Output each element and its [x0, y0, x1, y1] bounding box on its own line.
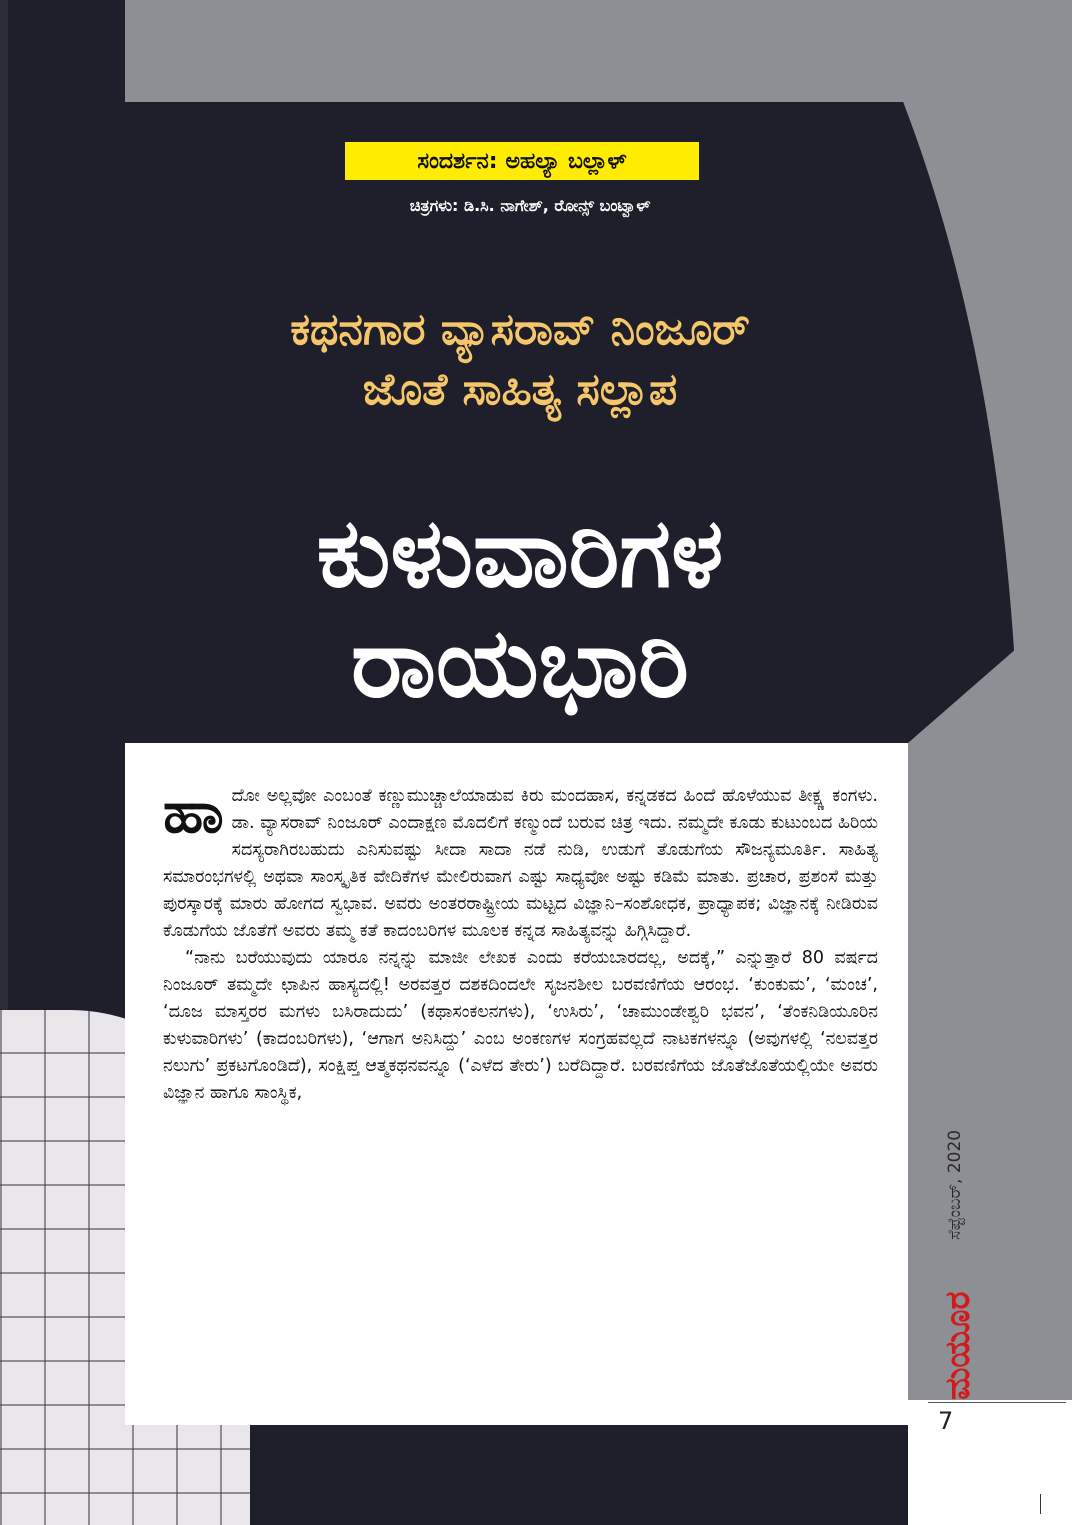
paragraph-1-text: ದೋ ಅಲ್ಲವೋ ಎಂಬಂತೆ ಕಣ್ಣುಮುಚ್ಚಾಲೆಯಾಡುವ ಕಿರು ಮಂದಹಾಸ, ಕನ್ನಡಕದ ಹಿಂದೆ ಹೊಳೆಯುವ ತೀಕ್ಷ್ಣ ಕಂಗಳು. ಡಾ. ವ್ಯಾಸರಾವ್ ನಿಂಜೂರ್ ಎಂದಾಕ್ಷಣ ಮೊದಲಿಗೆ ಕಣ್ಮುಂದೆ ಬರುವ ಚಿತ್ರ ಇದು. ನಮ್ಮದೇ ಕೂಡು ಕುಟುಂಬದ ಹಿರಿಯ ಸದಸ್ಯರಾಗಿರಬಹುದು ಎನಿಸುವಷ್ಟು ಸೀದಾ ಸಾದಾ ನಡೆ ನುಡಿ, ಉಡುಗೆ ತೊಡುಗೆಯ ಸೌಜನ್ಯಮೂರ್ತಿ. ಸಾಹಿತ್ಯ ಸಮಾರಂಭಗಳಲ್ಲಿ ಅಥವಾ ಸಾಂಸ್ಕೃತಿಕ ವೇದಿಕೆಗಳ ಮೇಲಿರುವಾಗ ಎಷ್ಟು ಸಾಧ್ಯವೋ ಅಷ್ಟು ಕಡಿಮೆ ಮಾತು. ಪ್ರಚಾರ, ಪ್ರಶಂಸೆ ಮತ್ತು ಪುರಸ್ಕಾರಕ್ಕೆ ಮಾರು ಹೋಗದ ಸ್ವಭಾವ. ಅವರು ಅಂತರರಾಷ್ಟ್ರೀಯ ಮಟ್ಟದ ವಿಜ್ಞಾನಿ–ಸಂಶೋಧಕ, ಪ್ರಾಧ್ಯಾಪಕ; ವಿಜ್ಞಾನಕ್ಕೆ ನೀಡಿರುವ ಕೊಡುಗೆಯ ಜೊತೆಗೆ ಅವರು ತಮ್ಮ ಕತೆ ಕಾದಂಬರಿಗಳ ಮೂಲಕ ಕನ್ನಡ ಸಾಹಿತ್ಯವನ್ನು ಹಿಗ್ಗಿಸಿದ್ದಾರೆ. [163, 786, 878, 941]
issue-date-text: ಸೆಪ್ಟೆಂಬರ್, 2020 [945, 1129, 965, 1240]
byline-name: ಅಹಲ್ಯಾ ಬಲ್ಲಾಳ್ [505, 148, 627, 174]
photo-credit: ಚಿತ್ರಗಳು: ಡಿ.ಸಿ. ನಾಗೇಶ್, ರೋನ್ಸ್ ಬಂಟ್ವಾಳ್ [409, 196, 651, 215]
article-subtitle [100, 300, 940, 420]
page-number: 7 [938, 1407, 954, 1435]
article-body-panel [125, 743, 908, 1425]
article-title [130, 498, 910, 718]
magazine-logo [930, 1240, 980, 1400]
title-line-1: ಕುಳುವಾರಿಗಳ [316, 497, 724, 609]
drop-cap: ಹಾ [163, 778, 224, 846]
byline-label: ಸಂದರ್ಶನ: [417, 148, 498, 174]
article-paragraph-2: “ನಾನು ಬರೆಯುವುದು ಯಾರೂ ನನ್ನನ್ನು ಮಾಜೀ ಲೇಖಕ ಎಂದು ಕರೆಯಬಾರದಲ್ಲ, ಅದಕ್ಕೆ,” ಎನ್ನುತ್ತಾರೆ 80 ವರ್ಷದ ನಿಂಜೂರ್ ತಮ್ಮದೇ ಛಾಪಿನ ಹಾಸ್ಯದಲ್ಲಿ! ಅರವತ್ತರ ದಶಕದಿಂದಲೇ ಸೃಜನಶೀಲ ಬರವಣಿಗೆಯ ಆರಂಭ. ‘ಕುಂಕುಮ’, ‘ಮಂಚ’, ‘ದೂಜ ಮಾಸ್ತರರ ಮಗಳು ಬಸಿರಾದುದು’ (ಕಥಾಸಂಕಲನಗಳು), ‘ಉಸಿರು’, ‘ಚಾಮುಂಡೇಶ್ವರಿ ಭವನ’, ‘ತೆಂಕನಿಡಿಯೂರಿನ ಕುಳುವಾರಿಗಳು’ (ಕಾದಂಬರಿಗಳು), ‘ಆಗಾಗ ಅನಿಸಿದ್ದು’ ಎಂಬ ಅಂಕಣಗಳ ಸಂಗ್ರಹವಲ್ಲದೆ ನಾಟಕಗಳನ್ನೂ (ಅವುಗಳಲ್ಲಿ ‘ನಲವತ್ತರ ನಲುಗು’ ಪ್ರಕಟಗೊಂಡಿದೆ), ಸಂಕ್ಷಿಪ್ತ ಆತ್ಮಕಥನವನ್ನೂ (‘ಎಳೆದ ತೇರು’) ಬರೆದಿದ್ದಾರೆ. ಬರವಣಿಗೆಯ ಜೊತೆಜೊತೆಯಲ್ಲಿಯೇ ಅವರು ವಿಜ್ಞಾನ ಹಾಗೂ ಸಾಂಸ್ಥಿಕ, [163, 948, 878, 1103]
article-text [163, 778, 878, 1107]
subtitle-line-2: ಜೊತೆ ಸಾಹಿತ್ಯ ಸಲ್ಲಾಪ [362, 364, 678, 415]
article-paragraph-1 [163, 778, 878, 945]
crop-mark [1040, 1494, 1041, 1514]
issue-date [935, 1090, 995, 1240]
magazine-logo-text: ಮಯೂರ [938, 1291, 978, 1400]
subtitle-line-1: ಕಥನಗಾರ ವ್ಯಾಸರಾವ್ ನಿಂಜೂರ್ [290, 304, 750, 355]
top-gray-band [125, 0, 1070, 102]
title-line-2: ರಾಯಭಾರಿ [351, 607, 689, 719]
interviewer-byline [345, 142, 699, 180]
footer-rule [928, 1402, 1066, 1403]
